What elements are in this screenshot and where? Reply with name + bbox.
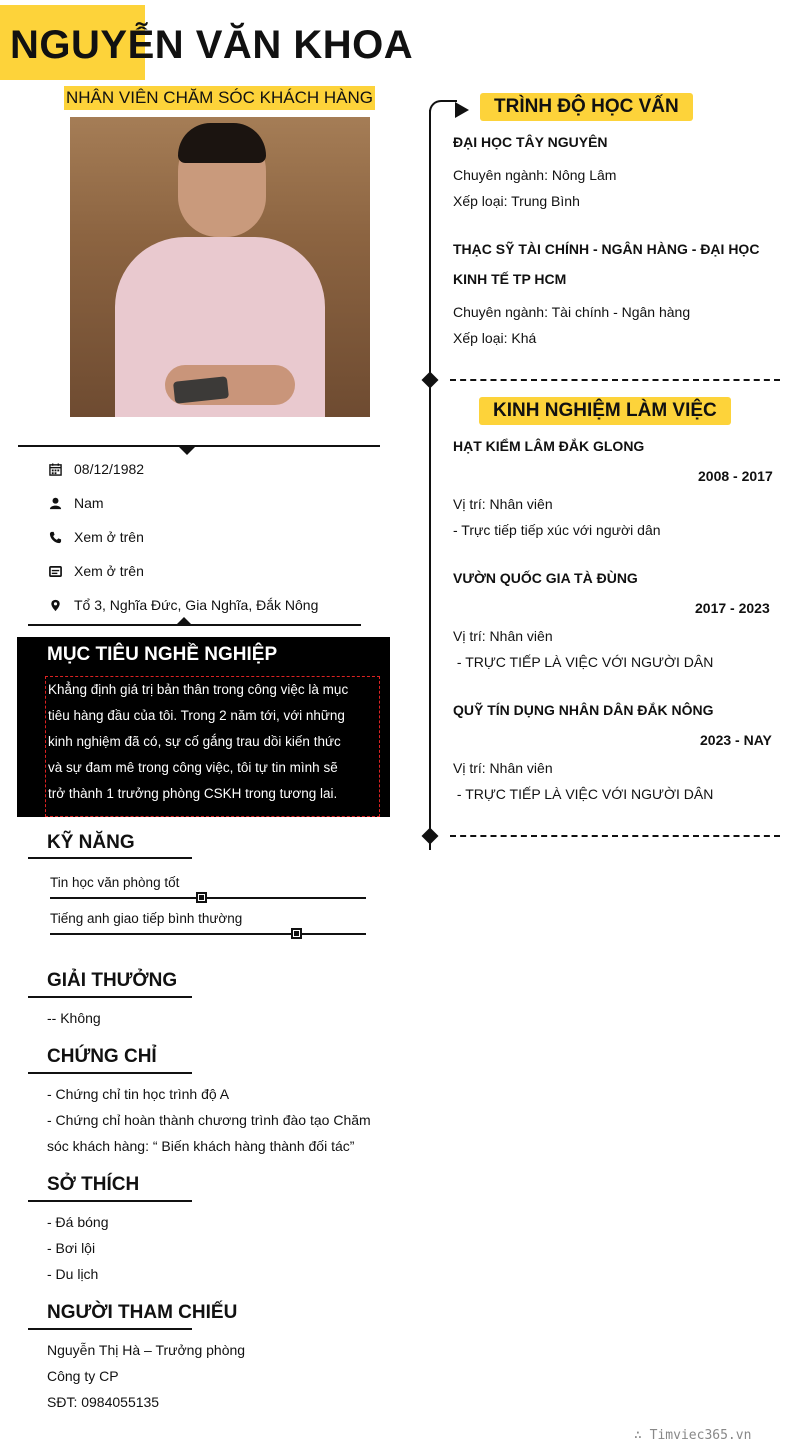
certificates-list [47, 1081, 382, 1159]
timeline-arrow-icon [455, 102, 469, 118]
certificate-item: - Chứng chỉ hoàn thành chương trình đào tạo Chăm [47, 1112, 371, 1128]
hobby-item: - Đá bóng [47, 1214, 109, 1230]
user-icon [47, 495, 63, 511]
hobbies-title: SỞ THÍCH [47, 1174, 140, 1195]
timeline-line [429, 110, 431, 850]
education-title: TRÌNH ĐỘ HỌC VẤN [480, 93, 693, 121]
mail-icon [47, 563, 63, 579]
job-title: NHÂN VIÊN CHĂM SÓC KHÁCH HÀNG [64, 86, 375, 110]
awards-underline [28, 996, 192, 998]
hobbies-underline [28, 1200, 192, 1202]
skill-bar [50, 933, 366, 935]
contact-bottom-divider [28, 624, 361, 626]
experience-period: 2008 - 2017 [698, 468, 773, 484]
experience-company: HẠT KIỂM LÂM ĐẮK GLONG [453, 438, 645, 454]
references-underline [28, 1328, 192, 1330]
experience-title: KINH NGHIỆM LÀM VIỆC [479, 397, 731, 425]
calendar-icon [47, 461, 63, 477]
education-major: Chuyên ngành: Tài chính - Ngân hàng [453, 304, 691, 320]
experience-period: 2017 - 2023 [695, 600, 770, 616]
references-list [47, 1337, 245, 1415]
skill-label: Tiếng anh giao tiếp bình thường [50, 911, 243, 926]
contact-birthday [47, 461, 144, 477]
education-rank: Xếp loại: Khá [453, 330, 537, 346]
skill-level-marker [196, 892, 207, 903]
reference-item: Nguyễn Thị Hà – Trưởng phòng [47, 1342, 246, 1358]
reference-item: Công ty CP [47, 1368, 119, 1384]
divider-arrow-down-icon [179, 447, 195, 455]
experience-position: Vị trí: Nhân viên [453, 496, 553, 512]
skills-title: KỸ NĂNG [47, 832, 135, 853]
timeline-diamond-icon [422, 828, 439, 845]
skill-label: Tin học văn phòng tốt [50, 875, 180, 890]
profile-photo [70, 117, 370, 417]
certificates-underline [28, 1072, 192, 1074]
references-title: NGƯỜI THAM CHIẾU [47, 1302, 238, 1323]
objective-line: Khẳng định giá trị bản thân trong công việc là mục [48, 682, 349, 697]
contact-gender [47, 495, 104, 511]
contact-top-divider [18, 445, 380, 447]
contact-phone [47, 529, 144, 545]
education-school: THẠC SỸ TÀI CHÍNH - NGÂN HÀNG - ĐẠI HỌC [453, 241, 760, 257]
skills-underline [28, 857, 192, 859]
hobbies-list [47, 1209, 108, 1287]
experience-description: - TRỰC TIẾP LÀ VIỆC VỚI NGƯỜI DÂN [453, 786, 714, 802]
contact-email [47, 563, 144, 579]
objective-line: kinh nghiệm đã có, sự cố gắng trau dồi kiến thức [48, 734, 341, 749]
phone-value: Xem ở trên [74, 529, 144, 545]
experience-description: - Trực tiếp tiếp xúc với người dân [453, 522, 661, 538]
objective-line: tiêu hàng đầu của tôi. Trong 2 năm tới, với những [48, 708, 345, 723]
experience-description: - TRỰC TIẾP LÀ VIỆC VỚI NGƯỜI DÂN [453, 654, 714, 670]
photo-hair [178, 123, 266, 163]
skill-level-marker [291, 928, 302, 939]
address-value: Tổ 3, Nghĩa Đức, Gia Nghĩa, Đắk Nông [74, 597, 319, 613]
certificates-title: CHỨNG CHỈ [47, 1046, 157, 1067]
experience-company: VƯỜN QUỐC GIA TÀ ĐÙNG [453, 570, 638, 586]
birthday-value: 08/12/1982 [74, 461, 145, 477]
reference-item: SĐT: 0984055135 [47, 1394, 160, 1410]
email-value: Xem ở trên [74, 563, 144, 579]
timeline-diamond-icon [422, 372, 439, 389]
experience-position: Vị trí: Nhân viên [453, 760, 553, 776]
gender-value: Nam [74, 495, 104, 511]
certificate-item: - Chứng chỉ tin học trình độ A [47, 1086, 230, 1102]
experience-period: 2023 - NAY [700, 732, 772, 748]
objective-section [17, 637, 390, 817]
objective-line: và sự đam mê trong công việc, tôi tự tin mình sẽ [48, 760, 338, 775]
watermark: ∴ Timviec365.vn [634, 1428, 752, 1443]
skill-bar [50, 897, 366, 899]
education-school: ĐẠI HỌC TÂY NGUYÊN [453, 134, 608, 150]
map-pin-icon [47, 597, 63, 613]
education-major: Chuyên ngành: Nông Lâm [453, 167, 617, 183]
award-item: -- Không [47, 1010, 101, 1026]
experience-company: QUỸ TÍN DỤNG NHÂN DÂN ĐẮK NÔNG [453, 702, 714, 718]
timeline-start-curve [429, 100, 457, 122]
hobby-item: - Bơi lội [47, 1240, 96, 1256]
phone-icon [47, 529, 63, 545]
objective-text [45, 676, 380, 817]
hobby-item: - Du lịch [47, 1266, 99, 1282]
education-dashed-divider [450, 379, 780, 381]
experience-position: Vị trí: Nhân viên [453, 628, 553, 644]
certificate-item: sóc khách hàng: “ Biến khách hàng thành đối tác” [47, 1138, 355, 1154]
objective-line: trở thành 1 trưởng phòng CSKH trong tương lai. [48, 786, 338, 801]
candidate-name: NGUYỄN VĂN KHOA [10, 23, 414, 67]
education-rank: Xếp loại: Trung Bình [453, 193, 580, 209]
education-school-cont: KINH TẾ TP HCM [453, 271, 567, 287]
contact-address [47, 597, 318, 613]
objective-title: MỤC TIÊU NGHỀ NGHIỆP [47, 644, 278, 665]
awards-title: GIẢI THƯỞNG [47, 970, 178, 991]
experience-dashed-divider [450, 835, 780, 837]
